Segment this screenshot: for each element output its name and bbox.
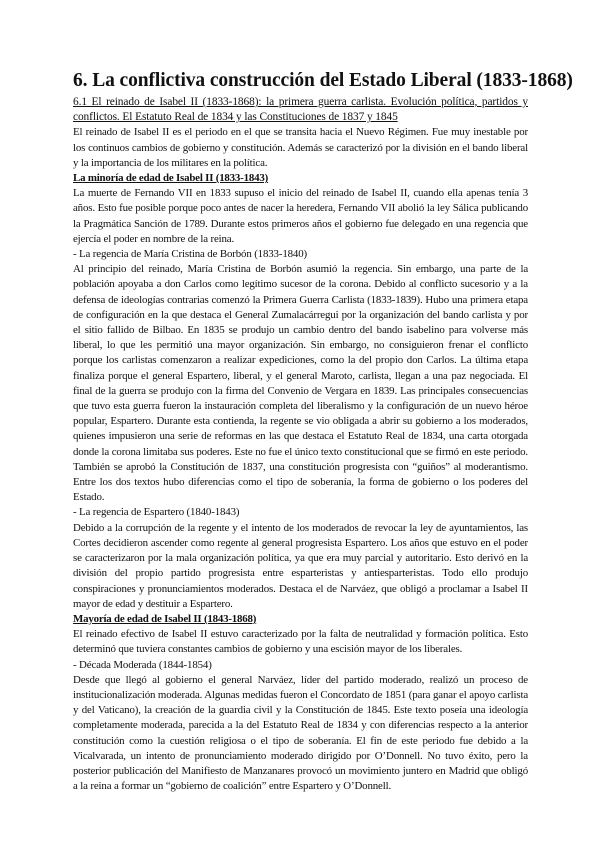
- paragraph-minoria: La muerte de Fernando VII en 1833 supuso el inicio del reinado de Isabel II, cuando ella apenas tenía 3 años. Esto fue posible porque poco antes de nacer la heredera, Fernando VII abolió la ley Sálica publicando la Pragmática Sanción de 1789. Durante estos primeros años el gobierno fue delegado en una regencia que ejercía el poder en nombre de la reina.: [73, 187, 528, 245]
- paragraph-mayoria: El reinado efectivo de Isabel II estuvo caracterizado por la falta de neutralidad y formación política. Esto determinó que tuviera constantes cambios de gobierno y una escisión mayor de los liberales.: [73, 628, 528, 656]
- paragraph-decada-moderada: Desde que llegó al gobierno el general Narváez, líder del partido moderado, realizó un proceso de institucionalización moderada. Algunas medidas fueron el Concordato de 1851 (para ganar el apoyo carlista y del Vaticano), la creación de la guardia civil y la Constitución de 1845. Este texto poseía una ideología completamente moderada, parecida a la del Estatuto Real de 1834 y con diferencias respecto a la anterior constitución como la cuestión religiosa o el tipo de soberanía. El fin de este periodo fue debido a la Vicalvarada, un intento de pronunciamiento moderado dirigido por O’Donnell. No tuvo éxito, pero la posterior publicación del Manifiesto de Manzanares provocó un movimiento juntero en Madrid que obligó a la reina a formar un “gobierno de coalición” entre Espartero y O’Donnell.: [73, 673, 528, 793]
- subheading-regencia-maria-cristina: - La regencia de María Cristina de Borbón (1833-1840): [73, 248, 307, 261]
- intro-paragraph: El reinado de Isabel II es el periodo en el que se transita hacia el Nuevo Régimen. Fue muy inestable por los continuos cambios de gobierno y constitución. Además se caracterizó por la división en el bando liberal y la importancia de los militares en la política.: [73, 126, 528, 169]
- section-subtitle: 6.1 El reinado de Isabel II (1833-1868): la primera guerra carlista. Evolución política, partidos y conflictos. El Estatuto Real de 1834 y las Constituciones de 1837 y 1845: [73, 96, 528, 124]
- subheading-decada-moderada: - Década Moderada (1844-1854): [73, 658, 212, 671]
- page-title: 6. La conflictiva construcción del Estado Liberal (1833-1868): [73, 70, 573, 91]
- heading-mayoria: Mayoría de edad de Isabel II (1843-1868): [73, 612, 257, 625]
- heading-minoria: La minoría de edad de Isabel II (1833-1843): [73, 172, 269, 185]
- paragraph-regencia-maria-cristina: Al principio del reinado, María Cristina de Borbón asumió la regencia. Sin embargo, una parte de la población apoyaba a don Carlos como legítimo sucesor de la corona. Debido al conflicto sucesorio y a la defensa de ideologías contrarias comenzó la Primera Guerra Carlista (1833-1839). Hubo una primera etapa de configuración en la que destaca el General Zumalacárregui por la organización del bando carlista y por el sitio fallido de Bilbao. En 1835 se produjo un cambio dentro del bando isabelino para volverse más liberal, lo que les permitió una mayor organización. Sin embargo, no consiguieron frenar el conflicto porque los carlistas comenzaron a realizar expediciones, como la del propio don Carlos. La última etapa finaliza porque el general Espartero, liberal, y el general Maroto, carlista, llegan a una paz negociada. El final de la guerra se produjo con la firma del Convenio de Vergara en 1839. Las principales consecuencias que tuvo esta guerra fueron la instauración completa del liberalismo y la configuración de un nuevo héroe popular, Espartero. Durante esta contienda, la regente se vio obligada a abrir su gobierno a los moderados, quienes impusieron una serie de reformas en las que destaca el Estatuto Real de 1834, una carta otorgada donde la corona limitaba sus poderes. Este no fue el único texto constitucional que se firmó en este periodo. También se aprobó la Constitución de 1837, una constitución progresista con “guiños” al moderantismo. Entre los dos textos hubo diferencias como el tipo de soberanía, la forma de gobierno o los poderes del Estado.: [73, 263, 528, 504]
- subheading-regencia-espartero: - La regencia de Espartero (1840-1843): [73, 506, 240, 519]
- paragraph-regencia-espartero: Debido a la corrupción de la regente y el intento de los moderados de revocar la ley de ayuntamientos, las Cortes decidieron ascender como regente al general progresista Espartero. Los años que estuvo en el poder se caracterizaron por la mala organización política, ya que era muy parcial y autoritario. Esto derivó en la división del propio partido progresista entre esparteristas y antiesparteristas. Todo ello produjo conspiraciones y pronunciamientos moderados. Destaca el de Narváez, que obligó a proclamar a Isabel II mayor de edad y destituir a Espartero.: [73, 521, 528, 610]
